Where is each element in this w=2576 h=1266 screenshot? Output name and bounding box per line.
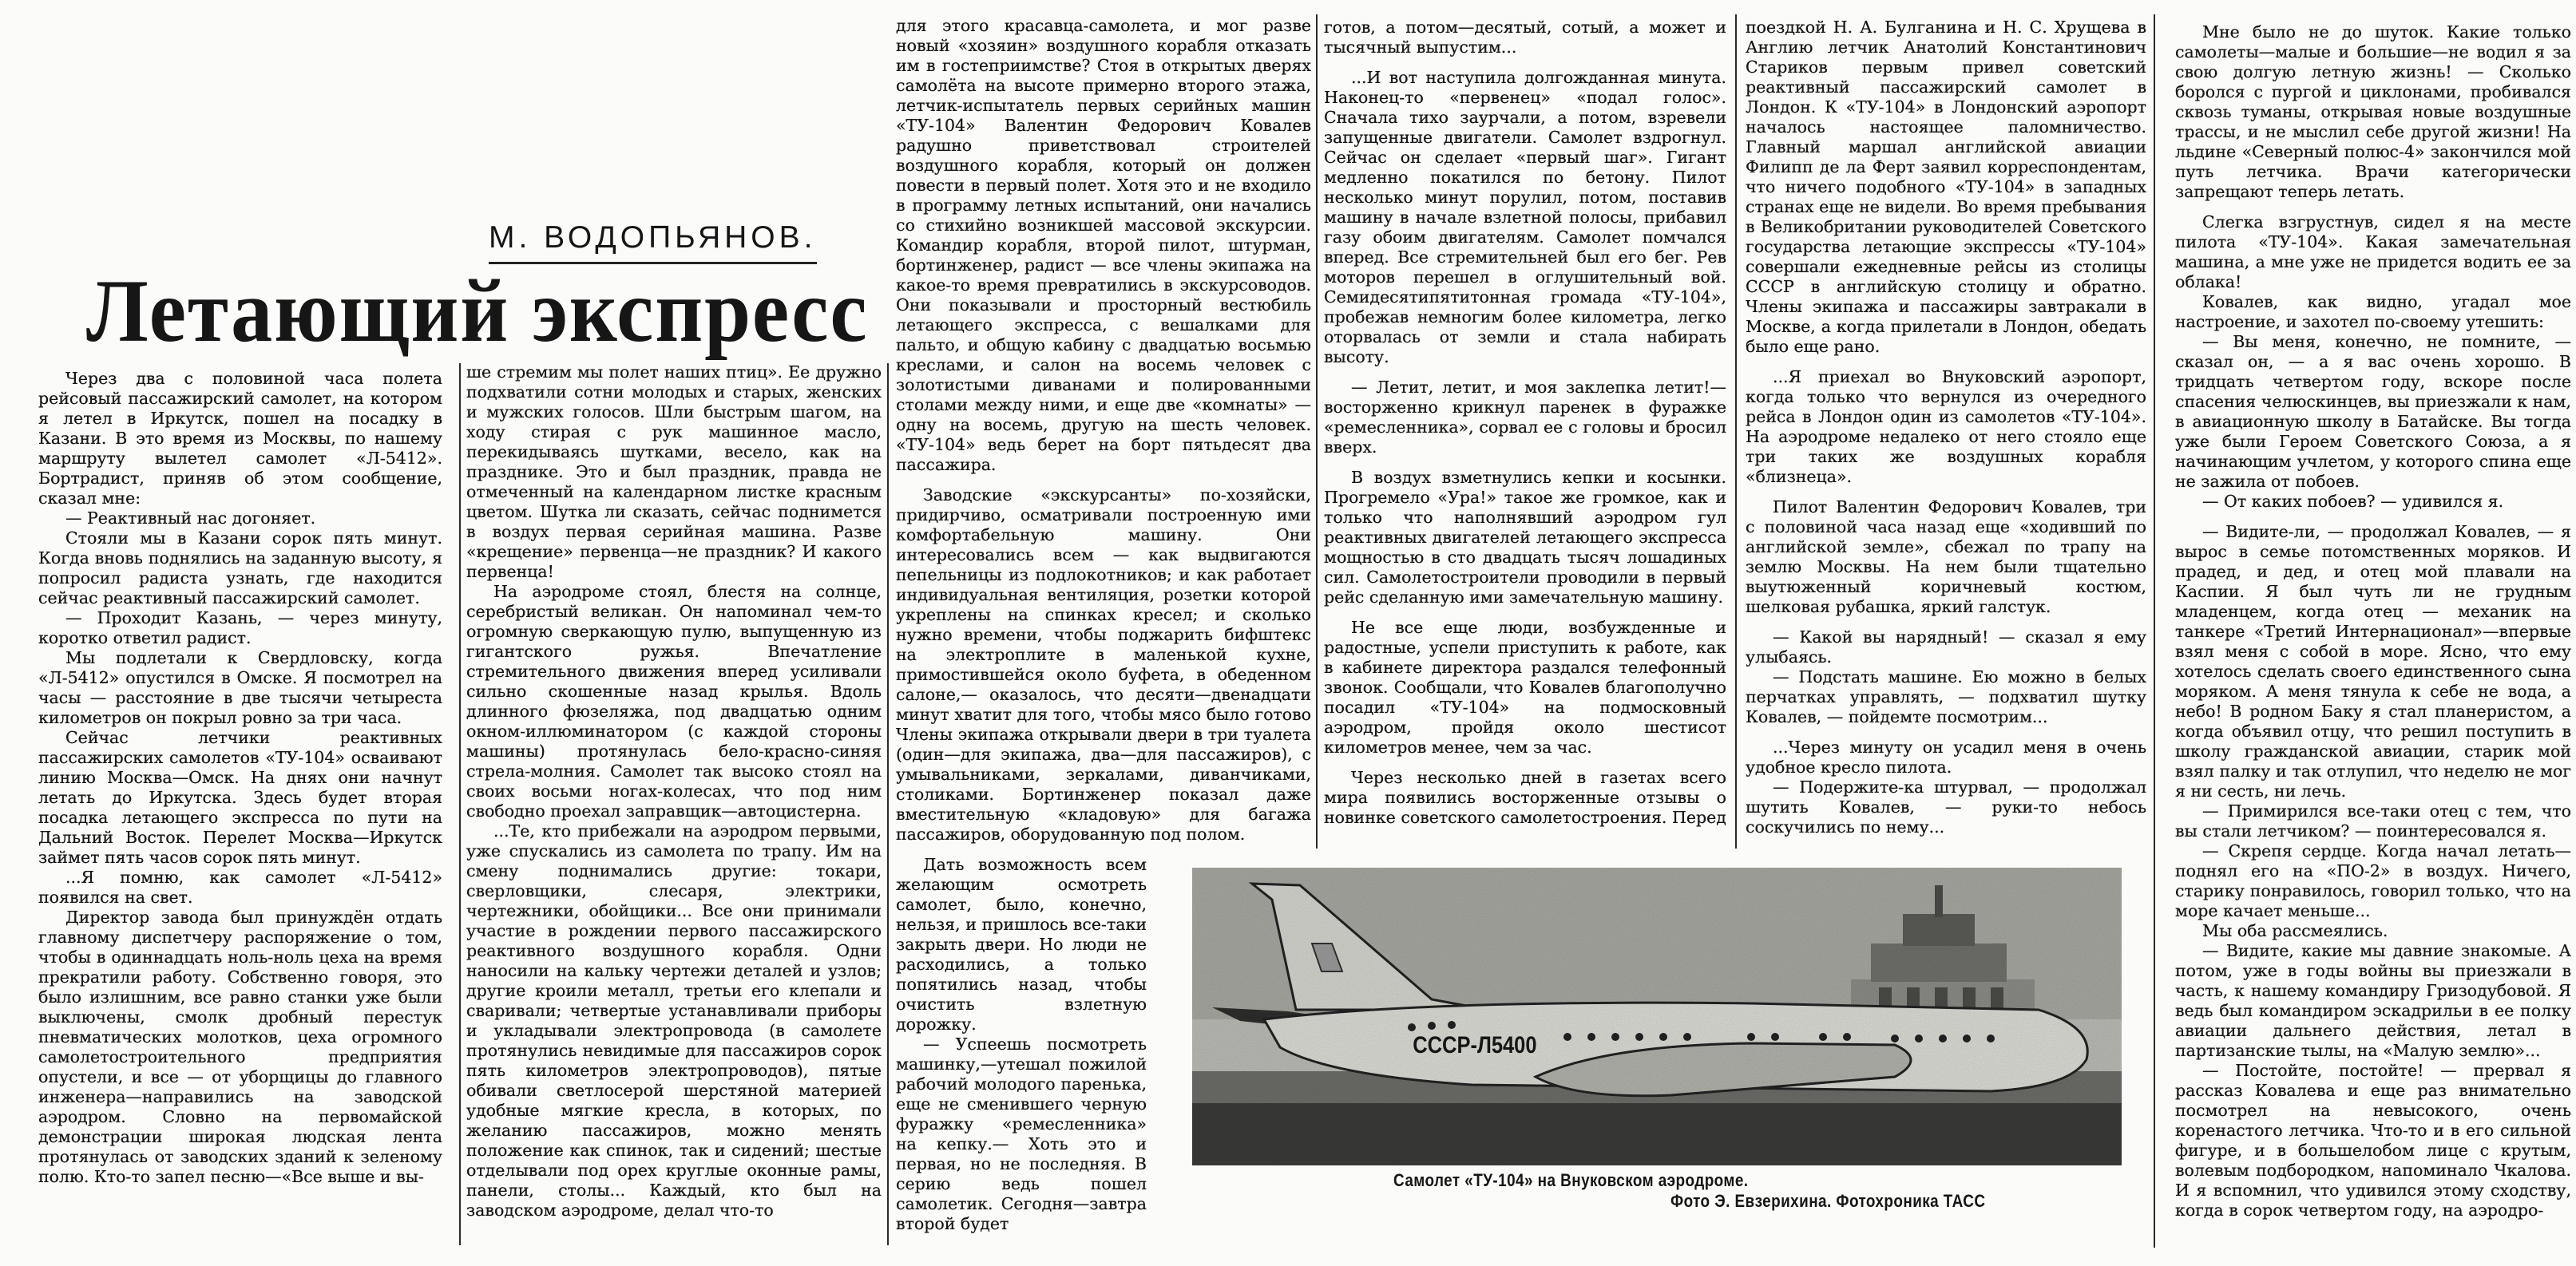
paragraph: Через два с половиной часа полета рейсовый пассажирский самолет, на котором я летел в Иркутск, пошел на посадку в Казани. В это время из Москвы, по нашему маршруту вылетел самолет «Л-5412». Бортрадист, приняв об этом сообщение, сказал мне:	[38, 369, 442, 508]
paragraph: — Видите, какие мы давние знакомые. А потом, уже в годы войны вы приезжали в часть, к нашему командиру Гризодубовой. Я ведь был командиром эскадрильи в ее полку авиации дальнего действия, летал в партизанские тылы, на «Малую землю»...	[2175, 941, 2571, 1060]
paragraph: для этого красавца-самолета, и мог разве новый «хозяин» воздушного корабля отказать им в гостеприимстве? Стоя в открытых дверях самолёта на высоте примерно второго этажа, летчик-испытатель первых серийных машин «ТУ-104» Валентин Федорович Ковалев радушно приветствовал строителей воздушного корабля, который он должен повести в первый полет. Хотя это и не входило в программу летных испытаний, они начались со стихийно возникшей массовой экскурсии. Командир корабля, второй пилот, штурман, бортинженер, радист — все члены экипажа на какое-то время превратились в экскурсоводов. Они показывали и просторный вестюбиль летающего экспресса, с вешалками для пальто, и общую кабину с двадцатью восьмью креслами, и салон на восемь человек с золотистыми диванами и полированными столами между ними, и еще две «комнаты» — одну на восемь, другую на шесть человек. «ТУ-104» ведь берет на борт пятьдесят два пассажира.	[896, 16, 1311, 474]
paragraph: поездкой Н. А. Булганина и Н. С. Хрущева в Англию летчик Анатолий Константинович Стариков первым привел советский реактивный пассажирский самолет в Лондон. К «ТУ-104» в Лондонский аэропорт началось настоящее паломничество. Главный маршал английской авиации Филипп де ла Ферт заявил корреспондентам, что ничего подобного «ТУ-104» в западных странах еще не видели. Во время пребывания в Великобритании руководителей Советского государства летающие экспрессы «ТУ-104» совершали ежедневные рейсы из столицы СССР в английскую столицу и обратно. Члены экипажа и пассажиры завтракали в Москве, а когда прилетали в Лондон, обедать было еще рано.	[1746, 18, 2146, 356]
paragraph: Пилот Валентин Федорович Ковалев, три с половиной часа назад еще «ходивший по английской земле», сбежал по трапу на землю Москвы. На нем были тщательно выутюженный коричневый костюм, шелковая рубашка, яркий галстук.	[1746, 497, 2146, 616]
paragraph: ...Те, кто прибежали на аэродром первыми, уже спускались из самолета по трапу. Им на смену поднимались другие: токари, сверловщики, слесаря, электрики, чертежники, обойщики... Все они принимали участие в рождении первого пассажирского реактивного воздушного корабля. Одни наносили на кальку чертежи деталей и узлов; другие кроили металл, третьи его клепали и сваривали; четвертые устанавливали приборы и укладывали электропровода (в самолете протянулись невидимые для пассажиров сорок пять километров электропроводов), пятые обивали светлосерой шерстяной материей удобные мягкие кресла, в которых, по желанию пассажиров, можно менять положение как спинок, так и сидений; шестые отделывали под орех круглые оконные рамы, панели, столы... Каждый, кто был на заводском аэродроме, делал что-то	[466, 821, 882, 1220]
article-title: Летающий экспресс	[86, 262, 869, 361]
paragraph: Через несколько дней в газетах всего мира появились восторженные отзывы о новинке советского самолетостроения. Перед	[1324, 768, 1726, 827]
paragraph: — Успеешь посмотреть машинку,—утешал пожилой рабочий молодого паренька, еще не сменившего черную фуражку «ремесленника» на кепку.— Хоть это и первая, но не последняя. В серию ведь пошел самолетик. Сегодня—завтра второй будет	[896, 1035, 1147, 1233]
airplane-photo	[1192, 868, 2122, 1165]
paragraph: готов, а потом—десятый, сотый, а может и тысячный выпустим...	[1324, 18, 1726, 57]
paragraph: Заводские «экскурсанты» по-хозяйски, придирчиво, осматривали построенную ими комфортабельную машину. Они интересовались всем — как выдвигаются пепельницы из подлокотников; и как работает индивидуальная вентиляция, розетки которой укреплены на спинках кресел; и сколько нужно времени, чтобы поджарить бифштекс на электроплите в маленькой кухне, примостившейся около буфета, в обеденном салоне,— оказалось, что десяти—двенадцати минут хватит для того, чтобы мясо было готово Члены экипажа открывали двери в три туалета (один—для экипажа, два—для пассажиров), с умывальниками, зеркалами, диванчиками, столиками. Бортинженер показал даже вместительную «кладовую» для багажа пассажиров, оборудованную под полом.	[896, 485, 1311, 844]
author-byline: М. ВОДОПЬЯНОВ.	[489, 220, 817, 264]
paragraph: Мне было не до шуток. Какие только самолеты—малые и большие—не водил я за свою долгую летную жизнь! — Сколько боролся с пургой и циклонами, пробивался сквозь туманы, открывая новые воздушные трассы, и не мыслил себе другой жизни! На льдине «Северный полюс-4» закончился мой путь летчика. Врачи категорически запрещают теперь летать.	[2175, 22, 2571, 201]
article-column-5	[1746, 18, 2146, 837]
column-rule	[1735, 14, 1737, 849]
paragraph: ...Я приехал во Внуковский аэропорт, когда только что вернулся из очередного рейса в Лондон один из самолетов «ТУ-104». На аэродроме недалеко от него стояло еще три таких же воздушных корабля «близнеца».	[1746, 367, 2146, 486]
paragraph: В воздух взметнулись кепки и косынки. Прогремело «Ура!» такое же громкое, как и только что наполнявший аэродром гул реактивных двигателей летающего экспресса мощностью в сто двадцать тысяч лошадиных сил. Самолетостроители проводили в первый рейс сделанную ими замечательную машину.	[1324, 468, 1726, 607]
photo-caption: Самолет «ТУ-104» на Внуковском аэродроме.	[1393, 1170, 1749, 1190]
article-column-6	[2175, 22, 2571, 1221]
paragraph: Стояли мы в Казани сорок пять минут. Когда вновь поднялись на заданную высоту, я попросил радиста узнать, где находится сейчас реактивный пассажирский самолет.	[38, 528, 442, 607]
column-rule	[1316, 14, 1318, 849]
paragraph: — От каких побоев? — удивился я.	[2202, 492, 2504, 511]
paragraph: — Видите-ли, — продолжал Ковалев, — я вырос в семье потомственных моряков. И прадед, и дед, и отец мой плавали на Каспии. Я был чуть ли не грудным младенцем, когда отец — механик на танкере «Третий Интернационал»—впервые взял меня с собой в море. Ясно, что ему хотелось сделать своего единственного сына моряком. А меня тянула к себе не вода, а небо! В родном Баку я стал планеристом, а когда объявил отцу, что решил поступить в школу гражданской авиации, старик мой взял палку и так отлупил, что неделю не мог я ни сесть, ни лечь.	[2175, 522, 2571, 801]
column-rule	[2154, 14, 2155, 1248]
paragraph: ...И вот наступила долгожданная минута. Наконец-то «первенец» «подал голос». Сначала тихо заурчали, а потом, взревели запущенные двигатели. Самолет вздрогнул. Сейчас он сделает «первый шаг». Гигант медленно покатился по бетону. Пилот несколько минут порулил, потом, поставив машину в начале взлетной полосы, прибавил газу обоим двигателям. Самолет помчался вперед. Все стремительней был его бег. Рев моторов перешел в оглушительный вой. Семидесятипятитонная громада «ТУ-104», пробежав немногим более километра, легко оторвалась от земли и стала набирать высоту.	[1324, 68, 1726, 366]
paragraph: Сейчас летчики реактивных пассажирских самолетов «ТУ-104» осваивают линию Москва—Омск. На днях они начнут летать до Иркутска. Здесь будет вторая посадка летающего экспресса по пути на Дальний Восток. Перелет Москва—Иркутск займет пять часов сорок пять минут.	[38, 728, 442, 867]
paragraph: — Проходит Казань, — через минуту, коротко ответил радист.	[38, 608, 442, 647]
paragraph: — Реактивный нас догоняет.	[65, 508, 316, 528]
paragraph: ...Через минуту он усадил меня в очень удобное кресло пилота.	[1746, 738, 2146, 777]
paragraph: — Вы меня, конечно, не помните, — сказал он, — а я вас очень хорошо. В тридцать четвертом году, вскоре после спасения челюскинцев, вы приезжали к нам, в авиационную школу в Батайске. Вы тогда уже были Героем Советского Союза, а я начинающим учлетом, у которого спина еще не зажила от побоев.	[2175, 332, 2571, 491]
paragraph: Не все еще люди, возбужденные и радостные, успели приступить к работе, как в кабинете директора раздался телефонный звонок. Сообщали, что Ковалев благополучно посадил «ТУ-104» на подмосковный аэродром, пройдя около шестисот километров менее, чем за час.	[1324, 618, 1726, 757]
aircraft-registration: СССР-Л5400	[1413, 1031, 1537, 1058]
paragraph: — Подстать машине. Ею можно в белых перчатках управлять, — подхватил шутку Ковалев, — пойдемте посмотрим...	[1746, 667, 2146, 726]
paragraph: — Летит, летит, и моя заклепка летит!— восторженно крикнул паренек в фуражке «ремесленника», сорвал ее с головы и бросил вверх.	[1324, 378, 1726, 457]
article-column-4	[1324, 18, 1726, 828]
column-rule	[459, 363, 461, 1245]
paragraph: — Скрепя сердце. Когда начал летать—поднял его на «ПО-2» в воздух. Ничего, старику понравилось, говорил только, что на море качает меньше...	[2175, 841, 2571, 920]
paragraph: — Примирился все-таки отец с тем, что вы стали летчиком? — поинтересовался я.	[2175, 801, 2571, 841]
paragraph: ше стремим мы полет наших птиц». Ее дружно подхватили сотни молодых и старых, женских и мужских голосов. Шли быстрым шагом, на ходу стирая с рук машинное масло, перекидываясь шутками, весело, как на празднике. Это и был праздник, правда не отмеченный на календарном листке красным цветом. Шутка ли сказать, сейчас поднимется в воздух первая серийная машина. Разве «крещение» первенца—не праздник? И какого первенца!	[466, 362, 882, 581]
paragraph: Дать возможность всем желающим осмотреть самолет, было, конечно, нельзя, и пришлось все-таки закрыть двери. Но люди не расходились, а только попятились назад, чтобы очистить взлетную дорожку.	[896, 855, 1147, 1034]
article-column-2	[466, 362, 882, 1221]
paragraph: — Какой вы нарядный! — сказал я ему улыбаясь.	[1746, 627, 2146, 667]
paragraph: Мы оба рассмеялись.	[2202, 921, 2388, 940]
column-rule	[887, 363, 889, 1245]
paragraph: Слегка взгрустнув, сидел я на месте пилота «ТУ-104». Какая замечательная машина, а мне уже не придется водить ее за облака!	[2175, 212, 2571, 291]
article-column-1	[38, 369, 442, 1187]
paragraph: — Подержите-ка штурвал, — продолжал шутить Ковалев, — руки-то небось соскучились по нему...	[1746, 777, 2146, 837]
paragraph: Директор завода был принуждён отдать главному диспетчеру распоряжение о том, чтобы в одиннадцать ноль-ноль цеха на время прекратили работу. Собственно говоря, это было излишним, все равно станки уже были выключены, смолк дробный перестук пневматических молотков, цеха огромного самолетостроительного предприятия опустели, и все — от уборщицы до главного инженера—направились на заводской аэродром. Словно на первомайской демонстрации широкая людская лента протянулась от заводских зданий к зеленому полю. Кто-то запел песню—«Все выше и вы-	[38, 908, 442, 1186]
paragraph: На аэродроме стоял, блестя на солнце, серебристый великан. Он напоминал чем-то огромную сверкающую пулю, выпущенную из гигантского ружья. Впечатление стремительного движения вперед усиливали сильно скошенные назад крылья. Вдоль длинного фюзеляжа, под двадцатью одним окном-иллюминатором (с каждой стороны машины) протянулась бело-красно-синяя стрела-молния. Самолет так высоко стоял на своих восьми ногах-колесах, что под ним свободно проехал заправщик—автоцистерна.	[466, 582, 882, 821]
paragraph: — Постойте, постойте! — прервал я рассказ Ковалева и еще раз внимательно посмотрел на невысокого, очень коренастого летчика. Что-то и в его сильной фигуре, и в большелобом лице с крутым, волевым подбородком, напоминало Чкалова. И я вспомнил, что удивился этому сходству, когда в сорок четвертом году, на аэродро-	[2175, 1061, 2571, 1220]
paragraph: ...Я помню, как самолет «Л-5412» появился на свет.	[38, 868, 442, 907]
photo-ground	[1192, 1095, 2122, 1165]
paragraph: Ковалев, как видно, угадал мое настроение, и захотел по-своему утешить:	[2175, 292, 2571, 331]
photo-credit: Фото Э. Евзерихина. Фотохроника ТАСС	[1670, 1191, 1986, 1211]
paragraph: Мы подлетали к Свердловску, когда «Л-5412» опустился в Омске. Я посмотрел на часы — расстояние в две тысячи четыреста километров он покрыл ровно за три часа.	[38, 648, 442, 727]
